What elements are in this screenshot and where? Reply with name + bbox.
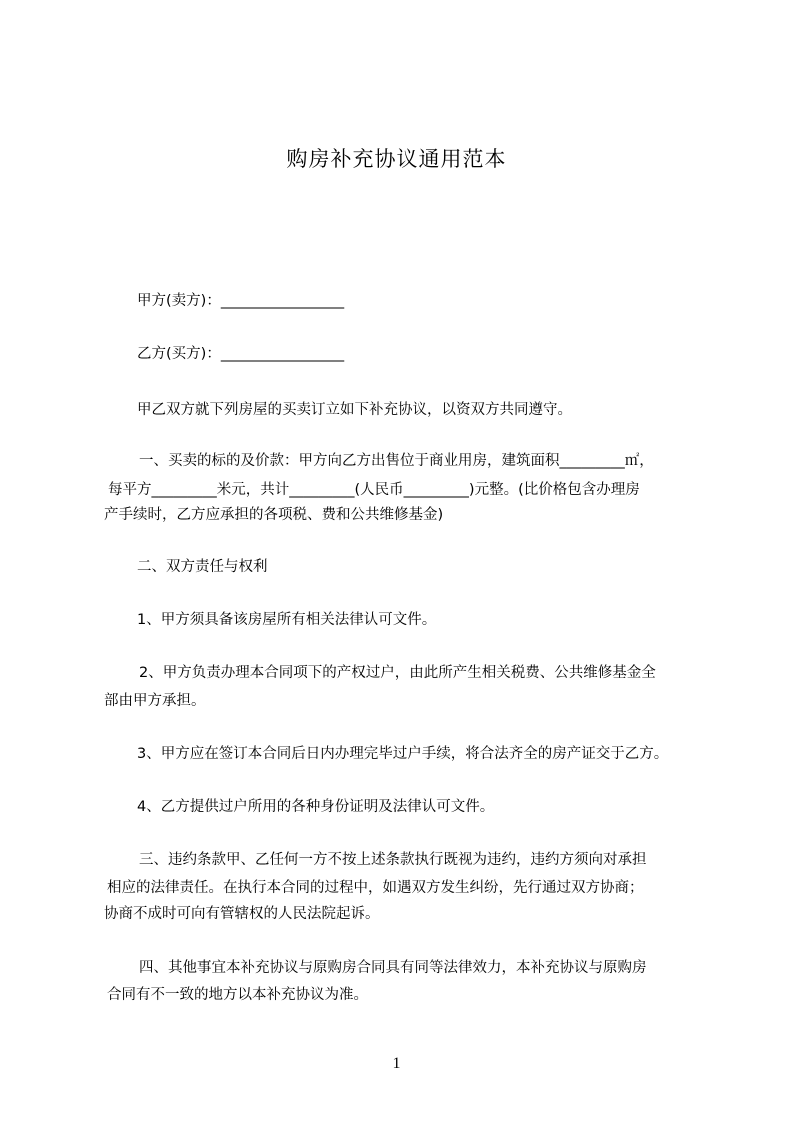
- clause1-line1: 一、买卖的标的及价款：甲方向乙方出售位于商业用房，建筑面积_________㎡，: [139, 453, 654, 469]
- intro-paragraph: 甲乙双方就下列房屋的买卖订立如下补充协议，以资双方共同遵守。: [137, 402, 572, 418]
- clause2-item2-line1: 2、甲方负责办理本合同项下的产权过户，由此所产生相关税费、公共维修基金全: [139, 665, 656, 681]
- clause2-item1: 1、甲方须具备该房屋所有相关法律认可文件。: [137, 612, 437, 628]
- page-number: 1: [392, 1055, 401, 1072]
- clause2-item3: 3、甲方应在签订本合同后日内办理完毕过户手续，将合法齐全的房产证交于乙方。: [137, 746, 669, 762]
- clause2-item2-line2: 部由甲方承担。: [104, 693, 206, 709]
- party-a-line: 甲方(卖方)：_________________: [137, 293, 345, 309]
- clause2-heading: 二、双方责任与权利: [137, 559, 268, 575]
- clause4-line1: 四、其他事宜本补充协议与原购房合同具有同等法律效力，本补充协议与原购房: [139, 960, 647, 976]
- clause4-line2: 合同有不一致的地方以本补充协议为准。: [107, 987, 368, 1003]
- clause1-line2: 每平方_________米元，共计_________(人民币_________)元整。(比价格包含办理房: [108, 482, 640, 498]
- clause1-line3: 产手续时，乙方应承担的各项税、费和公共维修基金): [104, 507, 444, 523]
- clause3-line3: 协商不成时可向有管辖权的人民法院起诉。: [104, 906, 380, 922]
- clause3-line2: 相应的法律责任。在执行本合同的过程中，如遇双方发生纠纷，先行通过双方协商；: [107, 880, 644, 896]
- clause3-line1: 三、违约条款甲、乙任何一方不按上述条款执行既视为违约，违约方须向对承担: [139, 852, 647, 868]
- document-title: 购房补充协议通用范本: [286, 147, 507, 171]
- party-b-line: 乙方(买方)：_________________: [137, 346, 345, 362]
- clause2-item4: 4、乙方提供过户所用的各种身份证明及法律认可文件。: [137, 799, 495, 815]
